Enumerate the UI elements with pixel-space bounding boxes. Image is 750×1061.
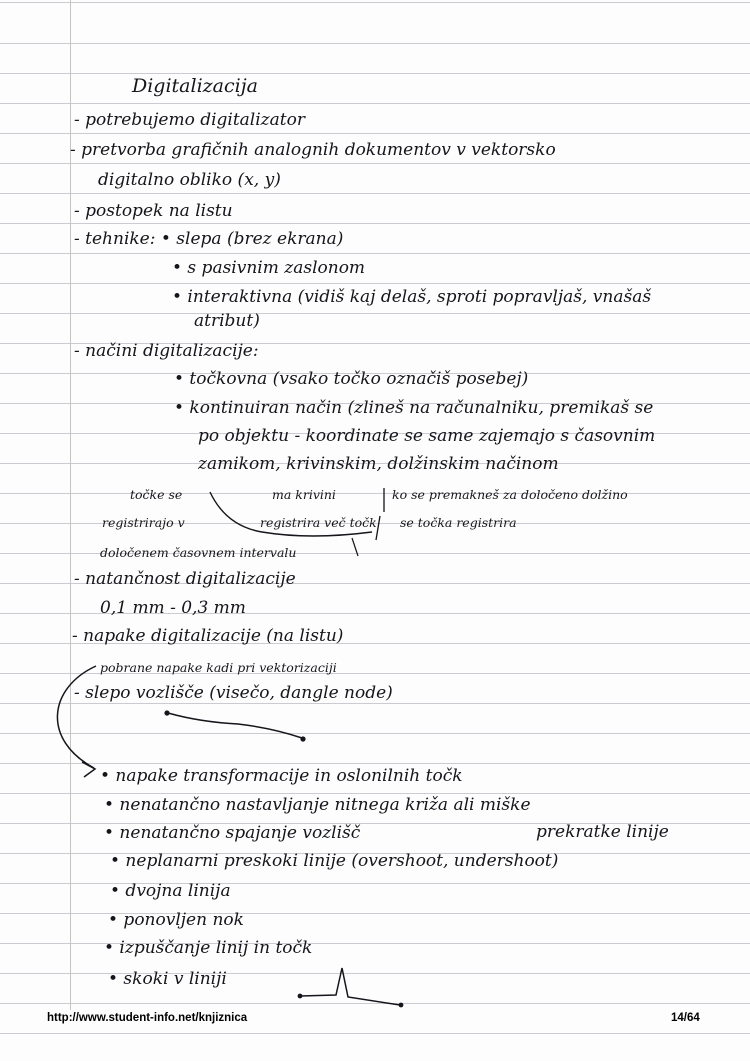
note-line: • napake transformacije in oslonilnih točk — [100, 766, 463, 786]
note-line: • interaktivna (vidiš kaj delaš, sproti popravljaš, vnašaš — [172, 287, 652, 307]
note-annotation: ko se premakneš za določeno dolžino — [392, 487, 628, 502]
note-annotation: točke se — [130, 487, 183, 502]
note-line: • dvojna linija — [110, 881, 231, 901]
annotation-divider — [376, 516, 380, 540]
note-line: - načini digitalizacije: — [74, 341, 259, 361]
note-annotation: prekratke linije — [536, 822, 669, 842]
note-line: 0,1 mm - 0,3 mm — [100, 598, 246, 618]
page-title: Digitalizacija — [132, 75, 258, 97]
arrow-curve — [57, 666, 96, 768]
spike-sketch — [300, 968, 400, 1005]
note-annotation: pobrane napake kadi pri vektorizaciji — [100, 660, 337, 675]
note-line: - napake digitalizacije (na listu) — [72, 626, 344, 646]
note-line: • kontinuiran način (zlineš na računalniku, premikaš se — [174, 398, 654, 418]
note-annotation: registrirajo v — [102, 515, 185, 530]
node-dot — [298, 994, 303, 999]
note-annotation: registrira več točk — [260, 515, 377, 530]
note-line: • neplanarni preskoki linije (overshoot, undershoot) — [110, 851, 559, 871]
annotation-bracket — [210, 492, 372, 536]
note-line: • skoki v liniji — [108, 969, 227, 989]
note-line: digitalno obliko (x, y) — [98, 170, 281, 190]
note-line: • izpuščanje linij in točk — [104, 938, 313, 958]
note-line: zamikom, krivinskim, dolžinskim načinom — [198, 454, 559, 474]
note-line: • ponovljen nok — [108, 910, 244, 930]
note-line: - tehnike: • slepa (brez ekrana) — [74, 229, 344, 249]
node-dot — [164, 710, 169, 715]
note-line: po objektu - koordinate se same zajemajo s časovnim — [198, 426, 656, 446]
note-annotation: se točka registrira — [400, 515, 517, 530]
note-line: - natančnost digitalizacije — [74, 569, 296, 589]
note-line: • točkovna (vsako točko označiš posebej) — [174, 369, 529, 389]
dangle-node-sketch — [168, 713, 302, 738]
note-line: - pretvorba grafičnih analognih dokumentov v vektorsko — [70, 140, 556, 160]
footer-page-number: 14/64 — [671, 1012, 700, 1024]
note-line: • s pasivnim zaslonom — [172, 258, 366, 278]
note-annotation: ma krivini — [272, 487, 336, 502]
note-line: - postopek na listu — [74, 201, 233, 221]
note-line: • nenatančno nastavljanje nitnega križa ali miške — [104, 795, 531, 815]
annotation-divider — [352, 538, 358, 556]
note-annotation: določenem časovnem intervalu — [100, 545, 297, 560]
footer-url: http://www.student-info.net/knjiznica — [47, 1012, 248, 1024]
note-line: - slepo vozlišče (visečo, dangle node) — [74, 683, 393, 703]
note-line: - potrebujemo digitalizator — [74, 110, 305, 130]
node-dot — [399, 1003, 404, 1008]
note-line: • nenatančno spajanje vozlišč — [104, 823, 361, 843]
node-dot — [300, 736, 305, 741]
note-line: atribut) — [194, 311, 260, 331]
